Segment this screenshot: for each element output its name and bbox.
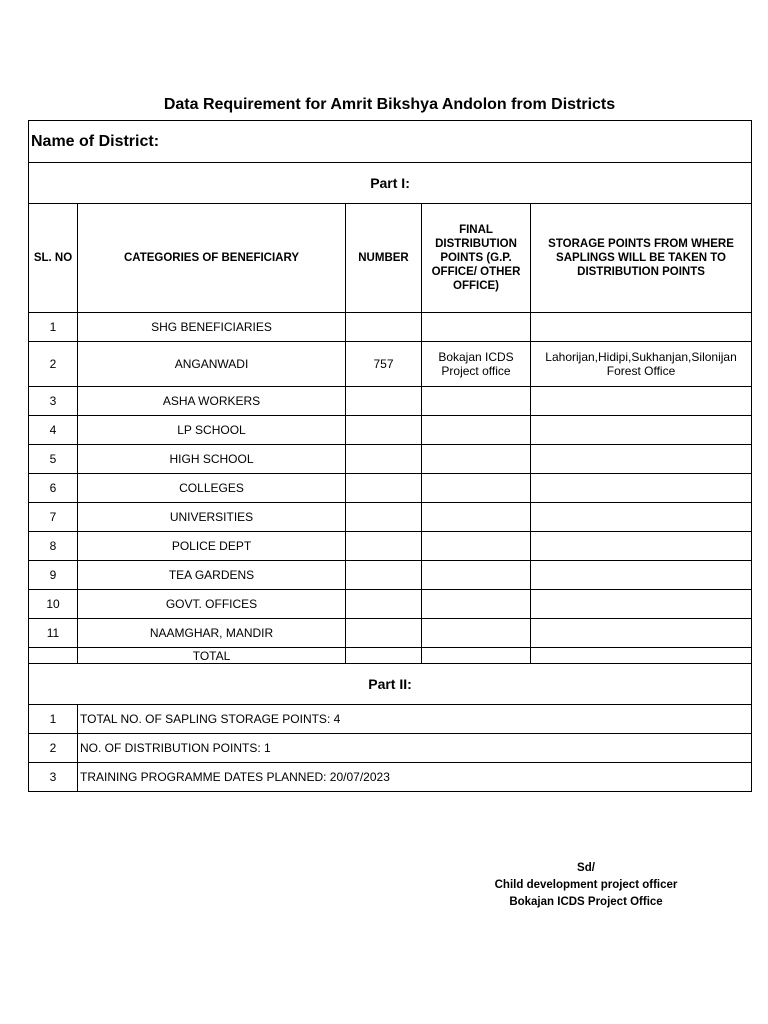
part2-row: [29, 734, 752, 763]
category-cell: ANGANWADI: [78, 342, 346, 387]
sl-cell: 10: [29, 590, 78, 619]
part2-text: TRAINING PROGRAMME DATES PLANNED: 20/07/2023: [78, 763, 752, 792]
storage-point-cell: [531, 503, 752, 532]
total-label: TOTAL: [78, 648, 346, 664]
header-sl-no: SL. NO: [29, 204, 78, 313]
number-cell: [346, 503, 422, 532]
sl-cell: 6: [29, 474, 78, 503]
final-point-cell: [422, 532, 531, 561]
number-cell: [346, 474, 422, 503]
final-point-cell: [422, 474, 531, 503]
number-cell: [346, 387, 422, 416]
final-point-cell: Bokajan ICDS Project office: [422, 342, 531, 387]
part2-heading: Part II:: [29, 664, 752, 705]
table-row: [29, 619, 752, 648]
sl-cell: 3: [29, 763, 78, 792]
final-point-cell: [422, 445, 531, 474]
table-row: [29, 342, 752, 387]
category-cell: ASHA WORKERS: [78, 387, 346, 416]
category-cell: HIGH SCHOOL: [78, 445, 346, 474]
table-row: [29, 416, 752, 445]
final-point-cell: [422, 503, 531, 532]
storage-point-cell: [531, 590, 752, 619]
header-storage-points: STORAGE POINTS FROM WHERE SAPLINGS WILL BE TAKEN TO DISTRIBUTION POINTS: [531, 204, 752, 313]
number-cell: [346, 416, 422, 445]
header-final-points: FINAL DISTRIBUTION POINTS (G.P. OFFICE/ OTHER OFFICE): [422, 204, 531, 313]
total-row: [29, 648, 752, 664]
final-point-cell: [422, 561, 531, 590]
final-point-cell: [422, 387, 531, 416]
sl-cell: 3: [29, 387, 78, 416]
table-row: [29, 387, 752, 416]
part2-text: TOTAL NO. OF SAPLING STORAGE POINTS: 4: [78, 705, 752, 734]
category-cell: LP SCHOOL: [78, 416, 346, 445]
signature-block: [460, 860, 712, 911]
sl-cell: 8: [29, 532, 78, 561]
header-category: CATEGORIES OF BENEFICIARY: [78, 204, 346, 313]
storage-point-cell: [531, 474, 752, 503]
final-point-cell: [422, 313, 531, 342]
storage-point-cell: [531, 532, 752, 561]
number-cell: 757: [346, 342, 422, 387]
table-row: [29, 474, 752, 503]
number-cell: [346, 532, 422, 561]
district-label: Name of District:: [29, 121, 752, 163]
number-cell: [346, 445, 422, 474]
sl-cell: 2: [29, 342, 78, 387]
storage-point-cell: [531, 313, 752, 342]
storage-point-cell: [531, 387, 752, 416]
table-row: [29, 313, 752, 342]
table-row: [29, 445, 752, 474]
sl-cell: 7: [29, 503, 78, 532]
table-row: [29, 532, 752, 561]
final-point-cell: [422, 416, 531, 445]
number-cell: [346, 561, 422, 590]
category-cell: COLLEGES: [78, 474, 346, 503]
category-cell: POLICE DEPT: [78, 532, 346, 561]
category-cell: SHG BENEFICIARIES: [78, 313, 346, 342]
table-row: [29, 590, 752, 619]
table-row: [29, 561, 752, 590]
data-table: [28, 120, 752, 792]
part1-heading: Part I:: [29, 163, 752, 204]
part2-row: [29, 705, 752, 734]
officer-designation: Child development project officer: [494, 879, 678, 891]
part2-text: NO. OF DISTRIBUTION POINTS: 1: [78, 734, 752, 763]
part2-row: [29, 763, 752, 792]
table-row: [29, 503, 752, 532]
document-title: Data Requirement for Amrit Bikshya Andolon from Districts: [163, 96, 616, 113]
sl-cell: 9: [29, 561, 78, 590]
storage-point-cell: [531, 561, 752, 590]
header-number: NUMBER: [346, 204, 422, 313]
sl-cell: 11: [29, 619, 78, 648]
storage-point-cell: [531, 619, 752, 648]
sl-cell: 1: [29, 705, 78, 734]
sl-cell: 1: [29, 313, 78, 342]
category-cell: TEA GARDENS: [78, 561, 346, 590]
sd-mark: Sd/: [577, 862, 595, 874]
number-cell: [346, 590, 422, 619]
office-name: Bokajan ICDS Project Office: [509, 896, 663, 908]
category-cell: UNIVERSITIES: [78, 503, 346, 532]
number-cell: [346, 619, 422, 648]
storage-point-cell: Lahorijan,Hidipi,Sukhanjan,Silonijan Forest Office: [531, 342, 752, 387]
final-point-cell: [422, 619, 531, 648]
sl-cell: 4: [29, 416, 78, 445]
storage-point-cell: [531, 445, 752, 474]
category-cell: GOVT. OFFICES: [78, 590, 346, 619]
final-point-cell: [422, 590, 531, 619]
sl-cell: 2: [29, 734, 78, 763]
number-cell: [346, 313, 422, 342]
storage-point-cell: [531, 416, 752, 445]
category-cell: NAAMGHAR, MANDIR: [78, 619, 346, 648]
sl-cell: 5: [29, 445, 78, 474]
